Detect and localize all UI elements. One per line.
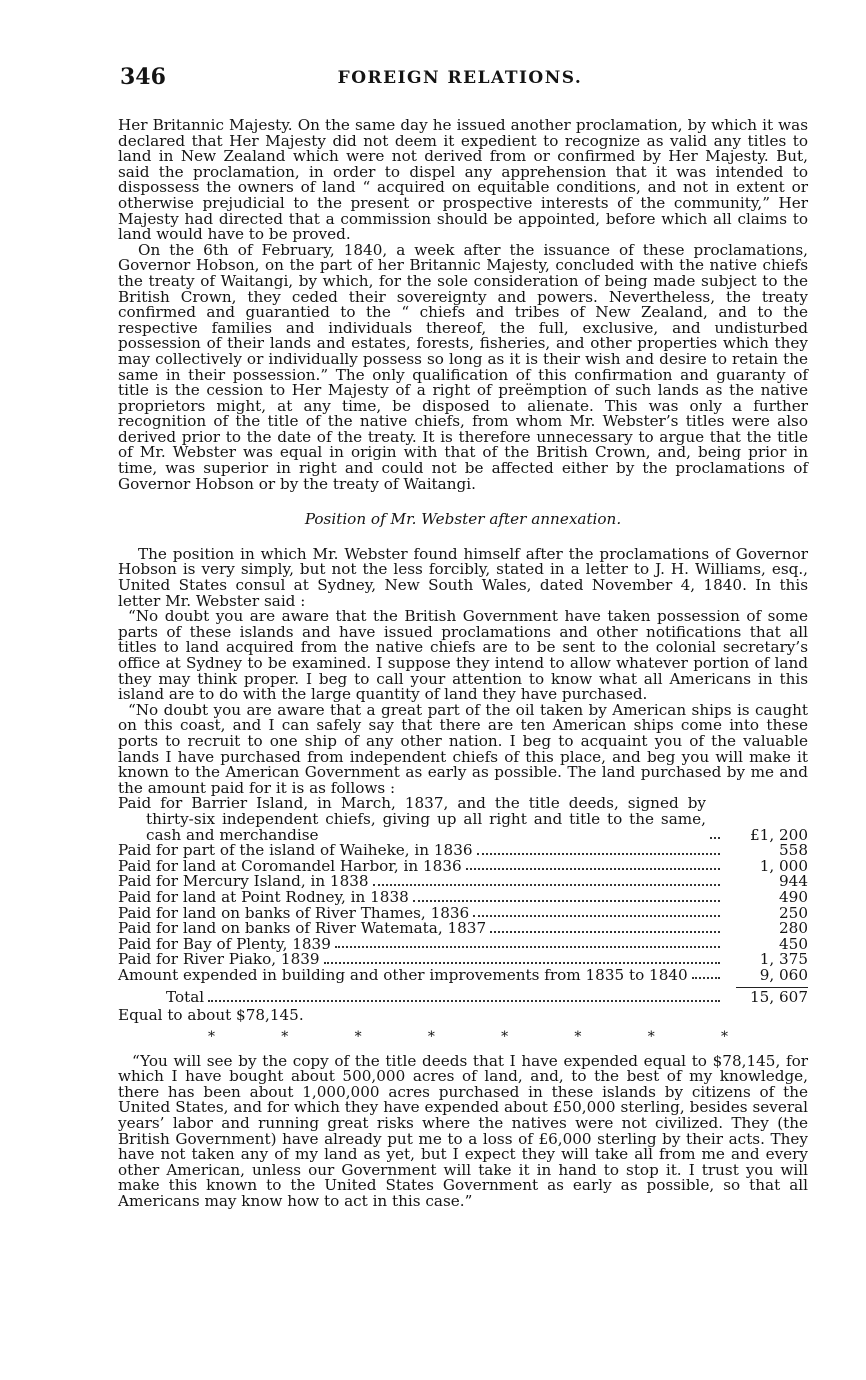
purchase-desc: Paid for land at Coromandel Harbor, in 1836 <box>118 856 462 875</box>
purchase-amount: 250 <box>779 903 808 922</box>
star: * <box>647 1028 655 1045</box>
purchase-amount: 450 <box>779 934 808 953</box>
purchase-amount: 1, 000 <box>759 856 808 875</box>
page-number: 346 <box>120 64 166 90</box>
purchase-desc: Paid for land at Point Rodney, in 1838 <box>118 887 409 906</box>
purchase-amount: 490 <box>779 887 808 906</box>
purchase-amount: 9, 060 <box>759 965 808 984</box>
star: * <box>427 1028 435 1045</box>
running-title: FOREIGN RELATIONS. <box>337 68 583 88</box>
page-body <box>118 118 808 1210</box>
page-header <box>120 64 800 96</box>
purchase-amount: 280 <box>779 919 808 938</box>
star: * <box>208 1028 215 1045</box>
purchase-amount: 558 <box>779 841 808 860</box>
purchase-list <box>118 796 808 1006</box>
total-label: Total <box>166 988 205 1007</box>
paragraph-treaty: On the 6th of February, 1840, a week after the issuance of these proclamations, Governor Hobson, on the part of her Britannic Majesty, concluded with the native chiefs the treaty of Waitangi, by which, for the sole consideration of being made subject to the British Crown, they ceded their sovereignty and powers. Nevertheless, the treaty confirmed and guarantied to the “ chiefs and tribes of New Zealand, and to the respective families and individuals thereof, the full, exclusive, and undisturbed possession of their lands and estates, forests, fisheries, and other properties which they may collectively or individually possess so long as it is their wish and desire to retain the same in their possession.” The only qualification of this confirmation and guaranty of title is the cession to Her Majesty of a right of preëmption of such lands as the native proprietors might, at any time, be disposed to alienate. This was only a further recognition of the title of the native chiefs, from whom Mr. Webster’s titles were also derived prior to the date of the treaty. It is therefore unnecessary to argue that the title of Mr. Webster was equal in origin with that of the British Crown, and, being prior in time, was superior in right and could not be affected either by the proclamations of Governor Hobson or by the treaty of Waitangi. <box>118 240 808 493</box>
paragraph-position: The position in which Mr. Webster found himself after the proclamations of Governor Hobson is very simply, but not the less forcibly, stated in a letter to J. H. Williams, esq., United States consul at Sydney, New South Wales, dated November 4, 1840. In this letter Mr. Webster said : <box>118 544 808 610</box>
purchase-amount: 944 <box>779 872 808 891</box>
purchase-desc: Paid for land on banks of River Thames, 1836 <box>118 903 470 922</box>
total-amount: 15, 607 <box>750 988 808 1007</box>
purchase-desc: Paid for River Piako, 1839 <box>118 950 320 969</box>
star: * <box>281 1028 289 1045</box>
purchase-desc: Paid for part of the island of Waiheke, in 1836 <box>118 841 473 860</box>
ellipsis-stars <box>118 1024 808 1044</box>
purchase-desc: Amount expended in building and other improvements from 1835 to 1840 <box>118 965 688 984</box>
quote-paragraph-2: “No doubt you are aware that a great part of the oil taken by American ships is caught on this coast, and I can safely say that there are ten American ships come into these ports to recruit to one ship of any other nation. I beg to acquaint you of the valuable lands I have purchased from independent chiefs of this place, and beg you will make it known to the American Government as early as possible. The land purchased by me and the amount paid for it is as follows : <box>118 700 808 797</box>
star: * <box>354 1028 362 1045</box>
purchase-amount: 1, 375 <box>759 950 808 969</box>
total-row <box>118 990 808 1006</box>
paragraph-continuation: Her Britannic Majesty. On the same day he issued another proclamation, by which it was declared that Her Majesty did not deem it expedient to recognize as valid any titles to land in New Zealand which were not derived from or confirmed by Her Majesty. But, said the proclamation, in order to dispel any apprehension that it was intended to dispossess the owners of land “ acquired on equitable conditions, and not in extent or otherwise prejudicial to the present or prospective interests of the community,” Her Majesty had directed that a commission should be appointed, before which all claims to land would have to be proved. <box>118 116 808 244</box>
purchase-desc: Paid for land on banks of River Watemata, 1837 <box>118 919 487 938</box>
star: * <box>720 1028 728 1045</box>
purchase-row <box>118 796 808 843</box>
quote-paragraph-3: “You will see by the copy of the title deeds that I have expended equal to $78,145, for which I have bought about 500,000 acres of land, and, to the best of my knowledge, there has been about 1,000,000 acres purchased in these islands by citizens of the United States, and for which they have expended about £50,000 sterling, besides several years’ labor and running great risks where the natives were not civilized. They (the British Government) have already put me to a loss of £6,000 sterling by their acts. They have not taken any of my land as yet, but I expect they will take all from me and every other American, unless our Government will take it in hand to stop it. I trust you will make this known to the United States Government as early as possible, so that all Americans may know how to act in this case.” <box>118 1051 808 1210</box>
purchase-desc: Paid for Mercury Island, in 1838 <box>118 872 369 891</box>
purchase-row <box>118 965 808 984</box>
purchase-desc: Paid for Barrier Island, in March, 1837, and the title deeds, signed by thirty-six independent chiefs, giving up all right and title to the same, cash and merchandise <box>118 794 706 844</box>
quote-paragraph-1: “No doubt you are aware that the British Government have taken possession of some parts of these islands and have issued proclamations and other notifications that all titles to land acquired from the native chiefs are to be sent to the colonial secretary’s office at Sydney to be examined. I suppose they intend to allow whatever portion of land they may think proper. I beg to call your attention to know what all Americans in this island are to do with the large quantity of land they have purchased. <box>118 607 808 704</box>
purchase-desc: Paid for Bay of Plenty, 1839 <box>118 934 331 953</box>
equal-line: Equal to about $78,145. <box>118 1006 304 1025</box>
star: * <box>574 1028 582 1045</box>
star: * <box>501 1028 509 1045</box>
section-heading: Position of Mr. Webster after annexation. <box>304 510 622 529</box>
purchase-amount: £1, 200 <box>750 825 808 844</box>
